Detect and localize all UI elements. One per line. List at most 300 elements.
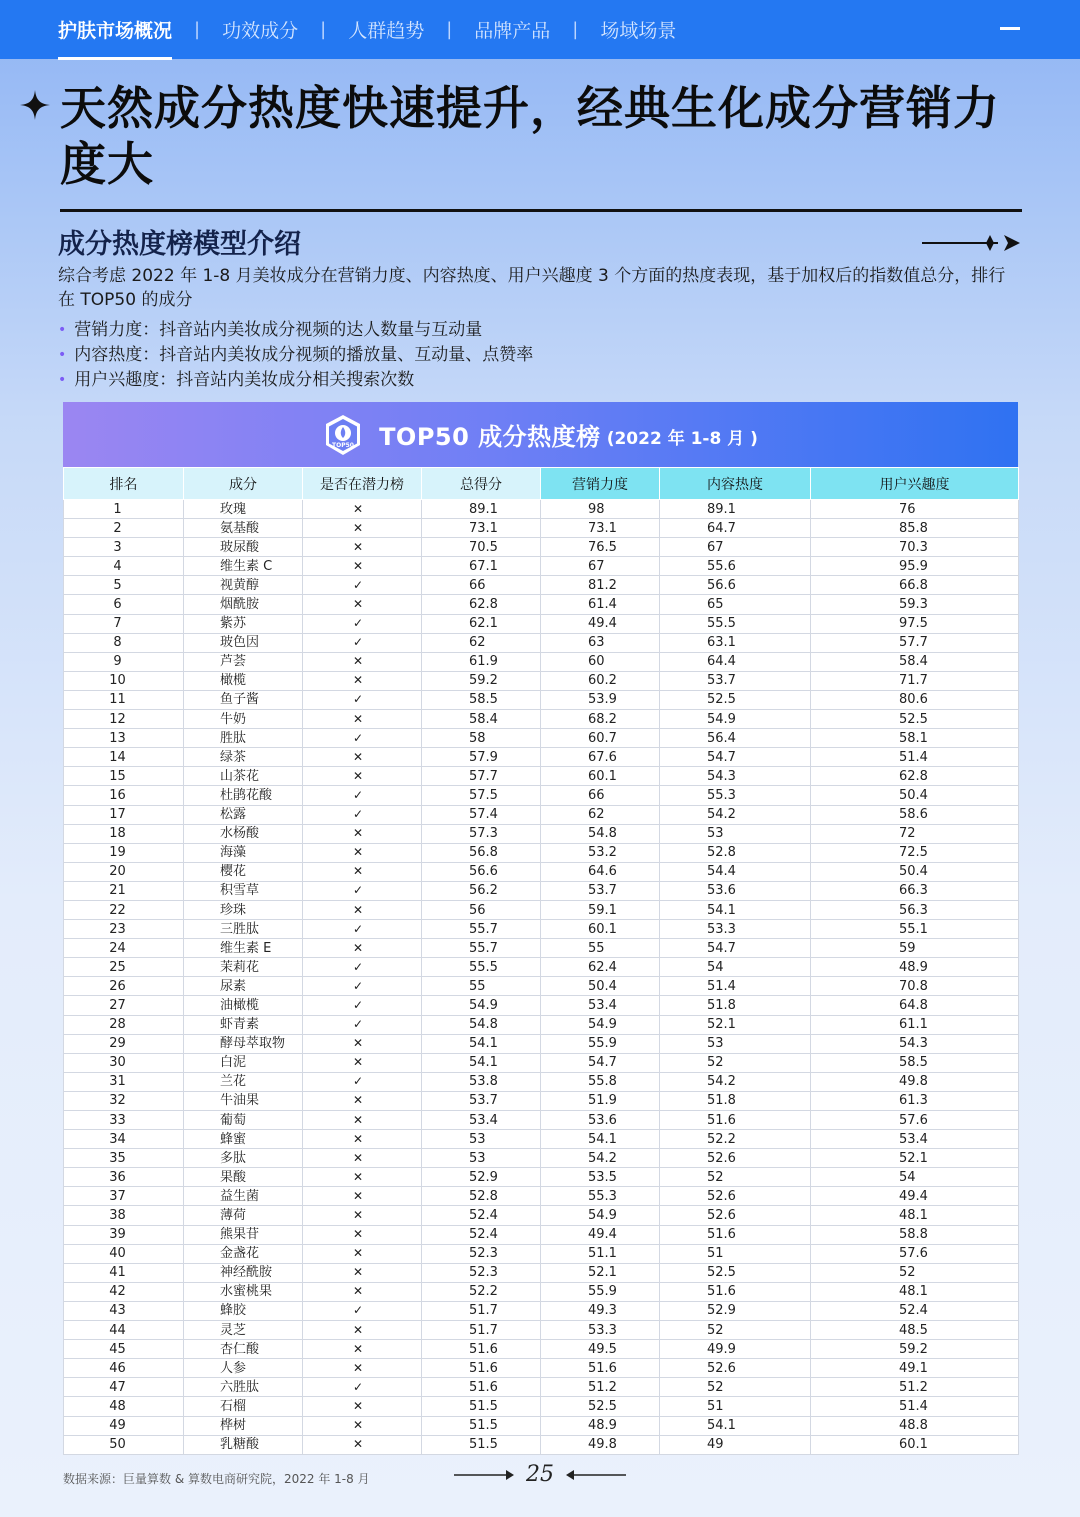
ingredient-cell: 牛油果 xyxy=(184,1091,303,1110)
rank-cell: 40 xyxy=(64,1244,184,1263)
col-header-user-interest: 用户兴趣度 xyxy=(811,468,1019,500)
ingredient-cell: 烟酰胺 xyxy=(184,595,303,614)
bullet-dot-icon: • xyxy=(58,347,67,363)
rank-cell: 5 xyxy=(64,576,184,595)
potential-cell xyxy=(303,996,422,1015)
user-interest-cell: 62.8 xyxy=(811,767,1019,786)
total-score-cell: 52.3 xyxy=(422,1244,541,1263)
content-heat-cell: 52.6 xyxy=(660,1187,811,1206)
rank-cell: 18 xyxy=(64,824,184,843)
ingredient-cell: 人参 xyxy=(184,1359,303,1378)
user-interest-cell: 56.3 xyxy=(811,900,1019,919)
total-score-cell: 53 xyxy=(422,1149,541,1168)
tab-efficacy-ingredients[interactable]: 功效成分 xyxy=(222,20,299,42)
rank-cell: 23 xyxy=(64,920,184,939)
check-icon: ✓ xyxy=(352,635,364,650)
ingredient-cell: 维生素 E xyxy=(184,939,303,958)
table-row xyxy=(64,1244,1019,1263)
user-interest-cell: 58.5 xyxy=(811,1053,1019,1072)
user-interest-cell: 71.7 xyxy=(811,671,1019,690)
marketing-cell: 50.4 xyxy=(541,977,660,996)
content-heat-cell: 56.4 xyxy=(660,729,811,748)
cross-icon: ✕ xyxy=(352,1131,364,1146)
cross-icon: ✕ xyxy=(352,826,364,841)
total-score-cell: 55.7 xyxy=(422,939,541,958)
potential-cell xyxy=(303,958,422,977)
ingredient-cell: 灵芝 xyxy=(184,1321,303,1340)
ingredient-cell: 六胜肽 xyxy=(184,1378,303,1397)
col-header-marketing: 营销力度 xyxy=(541,468,660,500)
top50-badge-icon xyxy=(323,414,363,456)
rank-cell: 48 xyxy=(64,1397,184,1416)
cross-icon: ✕ xyxy=(352,711,364,726)
user-interest-cell: 58.8 xyxy=(811,1225,1019,1244)
rank-cell: 35 xyxy=(64,1149,184,1168)
user-interest-cell: 80.6 xyxy=(811,690,1019,709)
marketing-cell: 60.1 xyxy=(541,767,660,786)
content-heat-cell: 53 xyxy=(660,1034,811,1053)
total-score-cell: 56 xyxy=(422,900,541,919)
ingredient-cell: 白泥 xyxy=(184,1053,303,1072)
marketing-cell: 53.7 xyxy=(541,881,660,900)
total-score-cell: 54.8 xyxy=(422,1015,541,1034)
table-row xyxy=(64,1053,1019,1072)
total-score-cell: 53.7 xyxy=(422,1091,541,1110)
user-interest-cell: 58.4 xyxy=(811,652,1019,671)
rank-cell: 10 xyxy=(64,671,184,690)
list-item xyxy=(58,343,533,368)
cross-icon: ✕ xyxy=(352,749,364,764)
user-interest-cell: 51.2 xyxy=(811,1378,1019,1397)
content-heat-cell: 89.1 xyxy=(660,500,811,519)
user-interest-cell: 58.1 xyxy=(811,729,1019,748)
total-score-cell: 55 xyxy=(422,977,541,996)
rank-cell: 15 xyxy=(64,767,184,786)
table-banner xyxy=(63,402,1018,467)
cross-icon: ✕ xyxy=(352,654,364,669)
check-icon: ✓ xyxy=(352,997,364,1012)
content-heat-cell: 54.4 xyxy=(660,862,811,881)
user-interest-cell: 52.5 xyxy=(811,710,1019,729)
rank-cell: 30 xyxy=(64,1053,184,1072)
user-interest-cell: 57.7 xyxy=(811,633,1019,652)
content-heat-cell: 54.1 xyxy=(660,1416,811,1435)
potential-cell xyxy=(303,710,422,729)
user-interest-cell: 51.4 xyxy=(811,1397,1019,1416)
ingredient-cell: 玻尿酸 xyxy=(184,538,303,557)
bullet-dot-icon: • xyxy=(58,372,67,388)
potential-cell xyxy=(303,977,422,996)
user-interest-cell: 72 xyxy=(811,824,1019,843)
user-interest-cell: 55.1 xyxy=(811,920,1019,939)
total-score-cell: 70.5 xyxy=(422,538,541,557)
potential-cell xyxy=(303,1206,422,1225)
total-score-cell: 51.6 xyxy=(422,1359,541,1378)
content-heat-cell: 52 xyxy=(660,1378,811,1397)
marketing-cell: 63 xyxy=(541,633,660,652)
total-score-cell: 51.6 xyxy=(422,1378,541,1397)
cross-icon: ✕ xyxy=(352,539,364,554)
table-row xyxy=(64,1321,1019,1340)
content-heat-cell: 52.5 xyxy=(660,690,811,709)
cross-icon: ✕ xyxy=(352,1322,364,1337)
tab-channel-scenes[interactable]: 场域场景 xyxy=(600,20,677,42)
total-score-cell: 58.5 xyxy=(422,690,541,709)
potential-cell xyxy=(303,1378,422,1397)
potential-cell xyxy=(303,1244,422,1263)
cross-icon: ✕ xyxy=(352,1036,364,1051)
total-score-cell: 66 xyxy=(422,576,541,595)
tab-crowd-trends[interactable]: 人群趋势 xyxy=(348,20,425,42)
total-score-cell: 51.5 xyxy=(422,1435,541,1454)
table-row xyxy=(64,1034,1019,1053)
user-interest-cell: 70.8 xyxy=(811,977,1019,996)
rank-cell: 13 xyxy=(64,729,184,748)
content-heat-cell: 49 xyxy=(660,1435,811,1454)
marketing-cell: 54.2 xyxy=(541,1149,660,1168)
potential-cell xyxy=(303,1015,422,1034)
ingredient-cell: 海藻 xyxy=(184,843,303,862)
content-heat-cell: 52 xyxy=(660,1053,811,1072)
table-row xyxy=(64,1359,1019,1378)
rank-cell: 21 xyxy=(64,881,184,900)
ingredient-cell: 薄荷 xyxy=(184,1206,303,1225)
title-divider xyxy=(60,209,1022,212)
check-icon: ✓ xyxy=(352,577,364,592)
potential-cell xyxy=(303,1301,422,1320)
rank-cell: 41 xyxy=(64,1263,184,1282)
total-score-cell: 57.3 xyxy=(422,824,541,843)
rank-cell: 29 xyxy=(64,1034,184,1053)
marketing-cell: 76.5 xyxy=(541,538,660,557)
potential-cell xyxy=(303,824,422,843)
ingredient-cell: 积雪草 xyxy=(184,881,303,900)
marketing-cell: 60.2 xyxy=(541,671,660,690)
marketing-cell: 81.2 xyxy=(541,576,660,595)
ranking-table xyxy=(63,467,1019,1455)
total-score-cell: 56.6 xyxy=(422,862,541,881)
rank-cell: 42 xyxy=(64,1282,184,1301)
check-icon: ✓ xyxy=(352,692,364,707)
table-row xyxy=(64,500,1019,519)
rank-cell: 50 xyxy=(64,1435,184,1454)
rank-cell: 22 xyxy=(64,900,184,919)
cross-icon: ✕ xyxy=(352,520,364,535)
rank-cell: 47 xyxy=(64,1378,184,1397)
content-heat-cell: 54.2 xyxy=(660,805,811,824)
table-row xyxy=(64,557,1019,576)
arrow-right-icon xyxy=(922,233,1022,253)
marketing-cell: 49.8 xyxy=(541,1435,660,1454)
content-heat-cell: 56.6 xyxy=(660,576,811,595)
content-heat-cell: 52 xyxy=(660,1321,811,1340)
table-subtitle: (2022 年 1-8 月 ) xyxy=(606,429,758,449)
content-heat-cell: 51.6 xyxy=(660,1225,811,1244)
ingredient-cell: 酵母萃取物 xyxy=(184,1034,303,1053)
ingredient-cell: 石榴 xyxy=(184,1397,303,1416)
marketing-cell: 55.3 xyxy=(541,1187,660,1206)
potential-cell xyxy=(303,920,422,939)
ingredient-cell: 乳糖酸 xyxy=(184,1435,303,1454)
content-heat-cell: 51 xyxy=(660,1397,811,1416)
total-score-cell: 53.8 xyxy=(422,1072,541,1091)
potential-cell xyxy=(303,1397,422,1416)
total-score-cell: 52.3 xyxy=(422,1263,541,1282)
content-heat-cell: 52.6 xyxy=(660,1359,811,1378)
page-title: 天然成分热度快速提升，经典生化成分营销力度大 xyxy=(60,81,1000,191)
col-header-rank: 排名 xyxy=(64,468,184,500)
marketing-cell: 53.5 xyxy=(541,1168,660,1187)
marketing-cell: 68.2 xyxy=(541,710,660,729)
user-interest-cell: 48.1 xyxy=(811,1206,1019,1225)
ingredient-cell: 茉莉花 xyxy=(184,958,303,977)
rank-cell: 34 xyxy=(64,1130,184,1149)
potential-cell xyxy=(303,1130,422,1149)
bullet-dot-icon: • xyxy=(58,322,67,338)
page-number: 25 xyxy=(526,1462,554,1487)
table-row xyxy=(64,595,1019,614)
ingredient-cell: 神经酰胺 xyxy=(184,1263,303,1282)
check-icon: ✓ xyxy=(352,883,364,898)
bullet-list xyxy=(58,318,533,393)
rank-cell: 43 xyxy=(64,1301,184,1320)
rank-cell: 49 xyxy=(64,1416,184,1435)
menu-icon[interactable] xyxy=(1000,27,1020,30)
potential-cell xyxy=(303,729,422,748)
potential-cell xyxy=(303,1034,422,1053)
marketing-cell: 51.1 xyxy=(541,1244,660,1263)
user-interest-cell: 76 xyxy=(811,500,1019,519)
table-header-row xyxy=(64,468,1019,500)
ingredient-cell: 玫瑰 xyxy=(184,500,303,519)
rank-cell: 1 xyxy=(64,500,184,519)
content-heat-cell: 52.6 xyxy=(660,1149,811,1168)
marketing-cell: 54.8 xyxy=(541,824,660,843)
table-row xyxy=(64,920,1019,939)
user-interest-cell: 49.1 xyxy=(811,1359,1019,1378)
table-row xyxy=(64,1416,1019,1435)
content-heat-cell: 53.7 xyxy=(660,671,811,690)
content-heat-cell: 54 xyxy=(660,958,811,977)
user-interest-cell: 58.6 xyxy=(811,805,1019,824)
marketing-cell: 62.4 xyxy=(541,958,660,977)
potential-cell xyxy=(303,1072,422,1091)
check-icon: ✓ xyxy=(352,730,364,745)
marketing-cell: 98 xyxy=(541,500,660,519)
cross-icon: ✕ xyxy=(352,597,364,612)
potential-cell xyxy=(303,671,422,690)
rank-cell: 8 xyxy=(64,633,184,652)
potential-cell xyxy=(303,843,422,862)
cross-icon: ✕ xyxy=(352,1208,364,1223)
total-score-cell: 67.1 xyxy=(422,557,541,576)
rank-cell: 24 xyxy=(64,939,184,958)
nav-separator: | xyxy=(320,19,327,40)
ingredient-cell: 樱花 xyxy=(184,862,303,881)
table-row xyxy=(64,939,1019,958)
nav-separator: | xyxy=(572,19,579,40)
potential-cell xyxy=(303,786,422,805)
marketing-cell: 49.4 xyxy=(541,614,660,633)
ingredient-cell: 胜肽 xyxy=(184,729,303,748)
ingredient-cell: 视黄醇 xyxy=(184,576,303,595)
content-heat-cell: 51.6 xyxy=(660,1282,811,1301)
rank-cell: 46 xyxy=(64,1359,184,1378)
total-score-cell: 62.1 xyxy=(422,614,541,633)
check-icon: ✓ xyxy=(352,807,364,822)
rank-cell: 32 xyxy=(64,1091,184,1110)
rank-cell: 36 xyxy=(64,1168,184,1187)
content-heat-cell: 54.1 xyxy=(660,900,811,919)
check-icon: ✓ xyxy=(352,1074,364,1089)
total-score-cell: 51.7 xyxy=(422,1301,541,1320)
ingredient-cell: 蜂蜜 xyxy=(184,1130,303,1149)
table-row xyxy=(64,1301,1019,1320)
user-interest-cell: 48.9 xyxy=(811,958,1019,977)
content-heat-cell: 51.8 xyxy=(660,1091,811,1110)
potential-cell xyxy=(303,1435,422,1454)
rank-cell: 14 xyxy=(64,748,184,767)
marketing-cell: 55.8 xyxy=(541,1072,660,1091)
marketing-cell: 51.2 xyxy=(541,1378,660,1397)
cross-icon: ✕ xyxy=(352,1055,364,1070)
potential-cell xyxy=(303,557,422,576)
ingredient-cell: 芦荟 xyxy=(184,652,303,671)
sparkle-icon xyxy=(20,90,50,120)
marketing-cell: 73.1 xyxy=(541,519,660,538)
user-interest-cell: 52.4 xyxy=(811,1301,1019,1320)
table-row xyxy=(64,767,1019,786)
col-header-potential: 是否在潜力榜 xyxy=(303,468,422,500)
user-interest-cell: 70.3 xyxy=(811,538,1019,557)
total-score-cell: 62.8 xyxy=(422,595,541,614)
cross-icon: ✕ xyxy=(352,1093,364,1108)
total-score-cell: 53 xyxy=(422,1130,541,1149)
potential-cell xyxy=(303,862,422,881)
total-score-cell: 52.8 xyxy=(422,1187,541,1206)
total-score-cell: 52.9 xyxy=(422,1168,541,1187)
content-heat-cell: 51.4 xyxy=(660,977,811,996)
cross-icon: ✕ xyxy=(352,673,364,688)
total-score-cell: 56.8 xyxy=(422,843,541,862)
user-interest-cell: 54.3 xyxy=(811,1034,1019,1053)
rank-cell: 4 xyxy=(64,557,184,576)
user-interest-cell: 72.5 xyxy=(811,843,1019,862)
cross-icon: ✕ xyxy=(352,940,364,955)
content-heat-cell: 54.3 xyxy=(660,767,811,786)
cross-icon: ✕ xyxy=(352,1398,364,1413)
table-row xyxy=(64,977,1019,996)
ingredient-cell: 鱼子酱 xyxy=(184,690,303,709)
table-title: TOP50 成分热度榜 xyxy=(379,423,601,451)
ingredient-cell: 松露 xyxy=(184,805,303,824)
content-heat-cell: 49.9 xyxy=(660,1340,811,1359)
content-heat-cell: 54.9 xyxy=(660,710,811,729)
section-heading: 成分热度榜模型介绍 xyxy=(58,229,301,260)
total-score-cell: 59.2 xyxy=(422,671,541,690)
user-interest-cell: 50.4 xyxy=(811,786,1019,805)
table-row xyxy=(64,1091,1019,1110)
user-interest-cell: 66.8 xyxy=(811,576,1019,595)
potential-cell xyxy=(303,1321,422,1340)
cross-icon: ✕ xyxy=(352,845,364,860)
data-source-note: 数据来源：巨量算数 & 算数电商研究院，2022 年 1-8 月 xyxy=(63,1472,370,1486)
content-heat-cell: 51 xyxy=(660,1244,811,1263)
cross-icon: ✕ xyxy=(352,1418,364,1433)
total-score-cell: 73.1 xyxy=(422,519,541,538)
ingredient-cell: 蜂胶 xyxy=(184,1301,303,1320)
cross-icon: ✕ xyxy=(352,1265,364,1280)
cross-icon: ✕ xyxy=(352,1150,364,1165)
check-icon: ✓ xyxy=(352,1379,364,1394)
ingredient-cell: 玻色因 xyxy=(184,633,303,652)
rank-cell: 2 xyxy=(64,519,184,538)
nav-tabs xyxy=(58,0,698,59)
table-row xyxy=(64,1206,1019,1225)
ingredient-cell: 维生素 C xyxy=(184,557,303,576)
table-row xyxy=(64,1111,1019,1130)
potential-cell xyxy=(303,1187,422,1206)
tab-skincare-market[interactable]: 护肤市场概况 xyxy=(58,16,194,43)
check-icon: ✓ xyxy=(352,959,364,974)
potential-cell xyxy=(303,939,422,958)
table-row xyxy=(64,1435,1019,1454)
content-heat-cell: 55.5 xyxy=(660,614,811,633)
table-row xyxy=(64,1340,1019,1359)
total-score-cell: 52.4 xyxy=(422,1225,541,1244)
potential-cell xyxy=(303,1053,422,1072)
total-score-cell: 51.7 xyxy=(422,1321,541,1340)
ingredient-cell: 三胜肽 xyxy=(184,920,303,939)
rank-cell: 26 xyxy=(64,977,184,996)
nav-separator: | xyxy=(194,19,201,40)
total-score-cell: 51.5 xyxy=(422,1397,541,1416)
cross-icon: ✕ xyxy=(352,1227,364,1242)
ingredient-cell: 果酸 xyxy=(184,1168,303,1187)
content-heat-cell: 52.5 xyxy=(660,1263,811,1282)
user-interest-cell: 52.1 xyxy=(811,1149,1019,1168)
marketing-cell: 64.6 xyxy=(541,862,660,881)
ranking-table-card xyxy=(63,402,1018,1455)
user-interest-cell: 61.3 xyxy=(811,1091,1019,1110)
total-score-cell: 57.5 xyxy=(422,786,541,805)
total-score-cell: 52.4 xyxy=(422,1206,541,1225)
potential-cell xyxy=(303,1225,422,1244)
content-heat-cell: 53.6 xyxy=(660,881,811,900)
ingredient-cell: 氨基酸 xyxy=(184,519,303,538)
user-interest-cell: 60.1 xyxy=(811,1435,1019,1454)
table-row xyxy=(64,881,1019,900)
potential-cell xyxy=(303,1263,422,1282)
content-heat-cell: 55.3 xyxy=(660,786,811,805)
total-score-cell: 55.7 xyxy=(422,920,541,939)
marketing-cell: 54.9 xyxy=(541,1015,660,1034)
list-item xyxy=(58,318,533,343)
potential-cell xyxy=(303,1168,422,1187)
tab-brand-products[interactable]: 品牌产品 xyxy=(474,20,551,42)
rank-cell: 3 xyxy=(64,538,184,557)
ingredient-cell: 桦树 xyxy=(184,1416,303,1435)
user-interest-cell: 48.5 xyxy=(811,1321,1019,1340)
section-intro: 综合考虑 2022 年 1-8 月美妆成分在营销力度、内容热度、用户兴趣度 3 个方面的热度表现，基于加权后的指数值总分，排行在 TOP50 的成分 xyxy=(58,266,1006,310)
col-header-content-heat: 内容热度 xyxy=(660,468,811,500)
marketing-cell: 55.9 xyxy=(541,1282,660,1301)
user-interest-cell: 66.3 xyxy=(811,881,1019,900)
ingredient-cell: 熊果苷 xyxy=(184,1225,303,1244)
potential-cell xyxy=(303,900,422,919)
total-score-cell: 57.9 xyxy=(422,748,541,767)
table-row xyxy=(64,1072,1019,1091)
